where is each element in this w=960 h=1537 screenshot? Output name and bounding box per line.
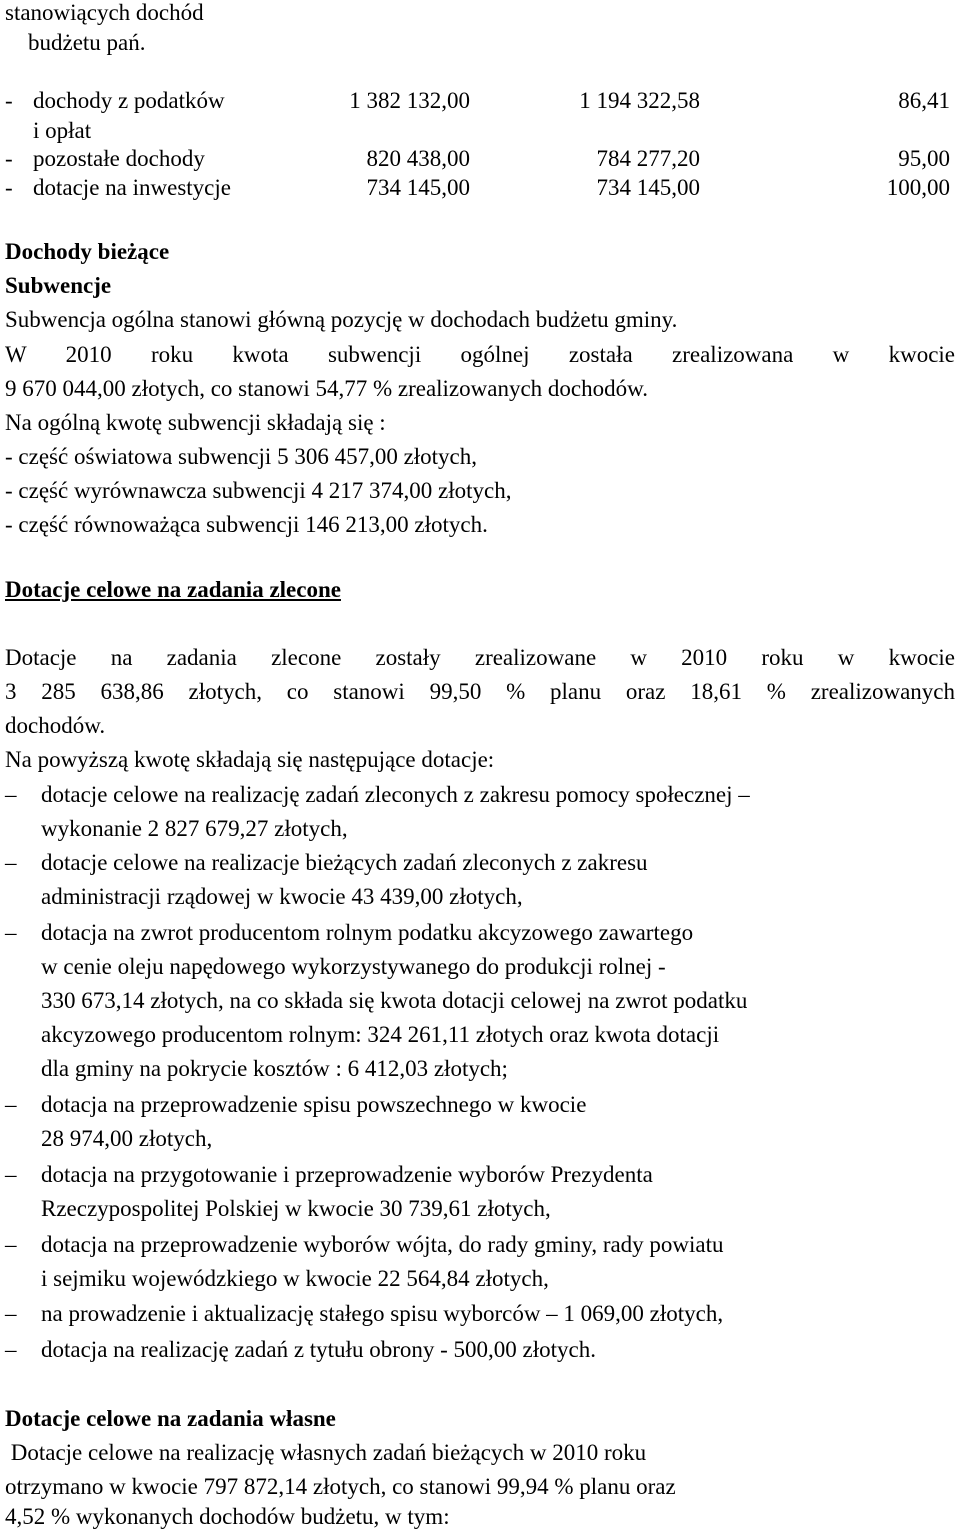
dash-bullet: – <box>5 920 17 945</box>
row-label-continuation: i opłat <box>33 118 92 143</box>
dash-bullet: – <box>5 1301 17 1326</box>
row-percent: 95,00 <box>898 146 950 171</box>
dash-bullet: – <box>5 1162 17 1187</box>
row-label: pozostałe dochody <box>33 146 205 171</box>
row-dash: - <box>5 146 13 171</box>
list-item-line: dotacja na przeprowadzenie wyborów wójta, do rady gminy, rady powiatu <box>41 1232 724 1257</box>
list-item-line: 330 673,14 złotych, na co składa się kwota dotacji celowej na zwrot podatku <box>41 988 748 1013</box>
subsidy-item: - część wyrównawcza subwencji 4 217 374,00 złotych, <box>5 478 512 503</box>
row-dash: - <box>5 175 13 200</box>
section-heading-own-tasks: Dotacje celowe na zadania własne <box>5 1406 336 1431</box>
paragraph-line: 4,52 % wykonanych dochodów budżetu, w tym: <box>5 1504 450 1529</box>
paragraph-line: 3 285 638,86 złotych, co stanowi 99,50 % planu oraz 18,61 % zrealizowanych <box>5 679 955 704</box>
row-percent: 86,41 <box>898 88 950 113</box>
row-label: dochody z podatków <box>33 88 225 113</box>
paragraph-line: Dotacje na zadania zlecone zostały zrealizowane w 2010 roku w kwocie <box>5 645 955 670</box>
intro-line-2: budżetu pań. <box>28 30 146 55</box>
list-item-line: administracji rządowej w kwocie 43 439,00 złotych, <box>41 884 523 909</box>
row-value-1: 1 382 132,00 <box>349 88 470 113</box>
dash-bullet: – <box>5 1092 17 1117</box>
paragraph-line: Na powyższą kwotę składają się następujące dotacje: <box>5 747 495 772</box>
paragraph-line: otrzymano w kwocie 797 872,14 złotych, co stanowi 99,94 % planu oraz <box>5 1474 676 1499</box>
list-item-line: dotacja na zwrot producentom rolnym podatku akcyzowego zawartego <box>41 920 694 945</box>
row-label: dotacje na inwestycje <box>33 175 231 200</box>
row-value-2: 1 194 322,58 <box>579 88 700 113</box>
list-item-line: dotacje celowe na realizację zadań zleconych z zakresu pomocy społecznej – <box>41 782 750 807</box>
list-item-line: wykonanie 2 827 679,27 złotych, <box>41 816 348 841</box>
row-value-2: 784 277,20 <box>596 146 700 171</box>
paragraph-line: W 2010 roku kwota subwencji ogólnej została zrealizowana w kwocie <box>5 342 955 367</box>
subsidy-item: - część oświatowa subwencji 5 306 457,00 złotych, <box>5 444 478 469</box>
list-item-line: dotacja na realizację zadań z tytułu obrony - 500,00 złotych. <box>41 1337 596 1362</box>
paragraph-line: Dotacje celowe na realizację własnych zadań bieżących w 2010 roku <box>5 1440 647 1465</box>
row-dash: - <box>5 88 13 113</box>
paragraph-line: 9 670 044,00 złotych, co stanowi 54,77 % zrealizowanych dochodów. <box>5 376 648 401</box>
list-item-line: akcyzowego producentom rolnym: 324 261,11 złotych oraz kwota dotacji <box>41 1022 720 1047</box>
table-row <box>5 84 950 118</box>
list-item-line: dla gminy na pokrycie kosztów : 6 412,03 złotych; <box>41 1056 508 1081</box>
row-value-1: 734 145,00 <box>366 175 470 200</box>
dash-bullet: – <box>5 850 17 875</box>
section-heading-commissioned: Dotacje celowe na zadania zlecone <box>5 577 341 602</box>
list-item-line: i sejmiku wojewódzkiego w kwocie 22 564,84 złotych, <box>41 1266 549 1291</box>
row-value-2: 734 145,00 <box>596 175 700 200</box>
dash-bullet: – <box>5 1232 17 1257</box>
row-percent: 100,00 <box>886 175 950 200</box>
row-value-1: 820 438,00 <box>366 146 470 171</box>
list-item-line: 28 974,00 złotych, <box>41 1126 213 1151</box>
list-item-line: w cenie oleju napędowego wykorzystywanego do produkcji rolnej - <box>41 954 666 979</box>
intro-line-1: stanowiących dochód <box>5 0 204 25</box>
table-row <box>5 171 950 205</box>
list-item-line: Rzeczypospolitej Polskiej w kwocie 30 739,61 złotych, <box>41 1196 551 1221</box>
list-item-line: dotacja na przeprowadzenie spisu powszechnego w kwocie <box>41 1092 587 1117</box>
subheading-subsidies: Subwencje <box>5 273 112 298</box>
paragraph-line: Subwencja ogólna stanowi główną pozycję w dochodach budżetu gminy. <box>5 307 678 332</box>
subsidy-item: - część równoważąca subwencji 146 213,00 złotych. <box>5 512 488 537</box>
dash-bullet: – <box>5 782 17 807</box>
list-item-line: dotacje celowe na realizacje bieżących zadań zleconych z zakresu <box>41 850 648 875</box>
section-heading-current-income: Dochody bieżące <box>5 239 170 264</box>
dash-bullet: – <box>5 1337 17 1362</box>
paragraph-line: Na ogólną kwotę subwencji składają się : <box>5 410 386 435</box>
paragraph-line: dochodów. <box>5 713 106 738</box>
list-item-line: na prowadzenie i aktualizację stałego spisu wyborców – 1 069,00 złotych, <box>41 1301 724 1326</box>
list-item-line: dotacja na przygotowanie i przeprowadzenie wyborów Prezydenta <box>41 1162 653 1187</box>
